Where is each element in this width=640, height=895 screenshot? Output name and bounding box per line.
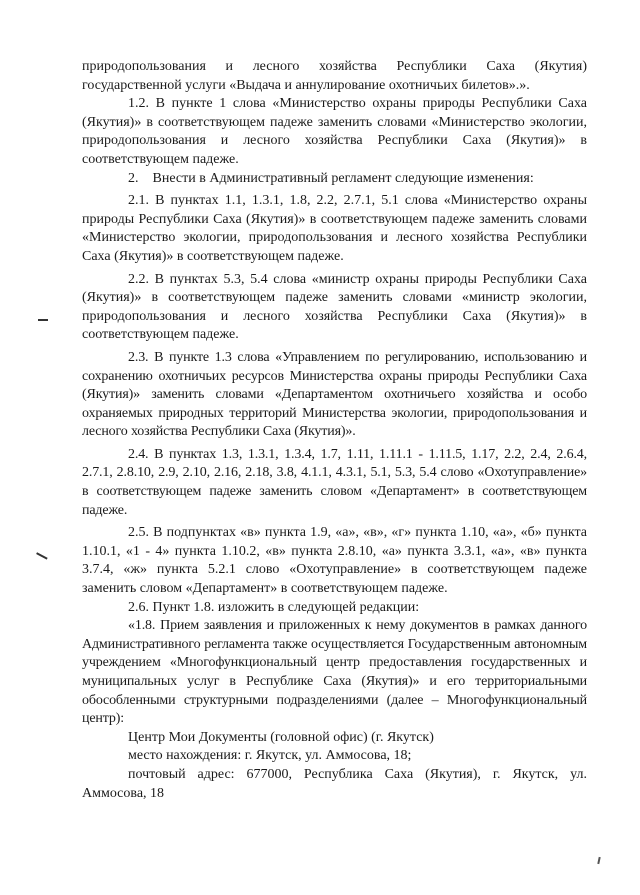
paragraph-2-1: 2.1. В пунктах 1.1, 1.3.1, 1.8, 2.2, 2.7.1, 5.1 слова «Министерство охраны природы Республики Саха (Якутия)» в соответствующем падеже заменить словами «Министерство экологии, природопользования и лесного хозяйства Республики Саха (Якутия)» в соответствующем падеже. [82,193,587,264]
paragraph-2-6: 2.6. Пункт 1.8. изложить в следующей редакции: [128,599,420,615]
paragraph-1-8-quote: «1.8. Прием заявления и приложенных к нему документов в рамках данного Административного регламента также осуществляется Государственным автономным учреждением «Многофункциональный центр предоставления государственных и муниципальных услуг в Республике Саха (Якутия)» и его территориальными обособленными структурными подразделениями (далее – Многофункциональный центр): [82,618,587,727]
paragraph-location: место нахождения: г. Якутск, ул. Аммосова, 18; [128,748,412,764]
document-body [82,58,587,803]
paragraph-1-2: 1.2. В пункте 1 слова «Министерство охраны природы Республики Саха (Якутия)» в соответствующем падеже заменить словами «Министерство экологии, природопользования и лесного хозяйства Республики Саха (Якутия)» в соответствующем падеже. [82,96,587,167]
paragraph-center-name: Центр Мои Документы (головной офис) (г. Якутск) [128,729,434,745]
paragraph-2-3: 2.3. В пункте 1.3 слова «Управлением по регулированию, использованию и сохранению охотничьих ресурсов Министерства охраны природы Республики Саха (Якутия)» заменить словами «Департаментом охотничьего хозяйства и особо охраняемых природных территорий Министерства экологии, природопользования и лесного хозяйства Республики Саха (Якутия)». [82,349,587,440]
scan-mark-dash [38,319,48,321]
paragraph-2-4: 2.4. В пунктах 1.3, 1.3.1, 1.3.4, 1.7, 1.11, 1.11.1 - 1.11.5, 1.17, 2.2, 2.4, 2.6.4, 2.7.1, 2.8.10, 2.9, 2.10, 2.16, 2.18, 3.8, 4.1.1, 4.3.1, 5.1, 5.3, 5.4 слово «Охотуправление» в соответствующем падеже заменить словом «Департамент» в соответствующем падеже. [82,446,587,518]
scan-mark-dash [36,552,47,559]
paragraph-2-2: 2.2. В пунктах 5.3, 5.4 слова «министр охраны природы Республики Саха (Якутия)» в соответствующем падеже заменить словами «министр экологии, природопользования и лесного хозяйства Республики Саха (Якутия)» в соответствующем падеже. [82,271,587,343]
scan-mark-tick [597,857,600,864]
paragraph-continuation: природопользования и лесного хозяйства Республики Саха (Якутия) государственной услуги «Выдача и аннулирование охотничьих билетов».». [82,59,587,93]
paragraph-postal-address: почтовый адрес: 677000, Республика Саха (Якутия), г. Якутск, ул. Аммосова, 18 [82,766,587,801]
paragraph-2: 2. Внести в Административный регламент следующие изменения: [128,170,534,186]
paragraph-2-5: 2.5. В подпунктах «в» пункта 1.9, «а», «в», «г» пункта 1.10, «а», «б» пункта 1.10.1, «1 - 4» пункта 1.10.2, «в» пункта 2.8.10, «а» пункта 3.3.1, «а», «в» пункта 3.7.4, «ж» пункта 5.2.1 слово «Охотуправление» в соответствующем падеже заменить словом «Департамент» в соответствующем падеже. [82,525,587,597]
